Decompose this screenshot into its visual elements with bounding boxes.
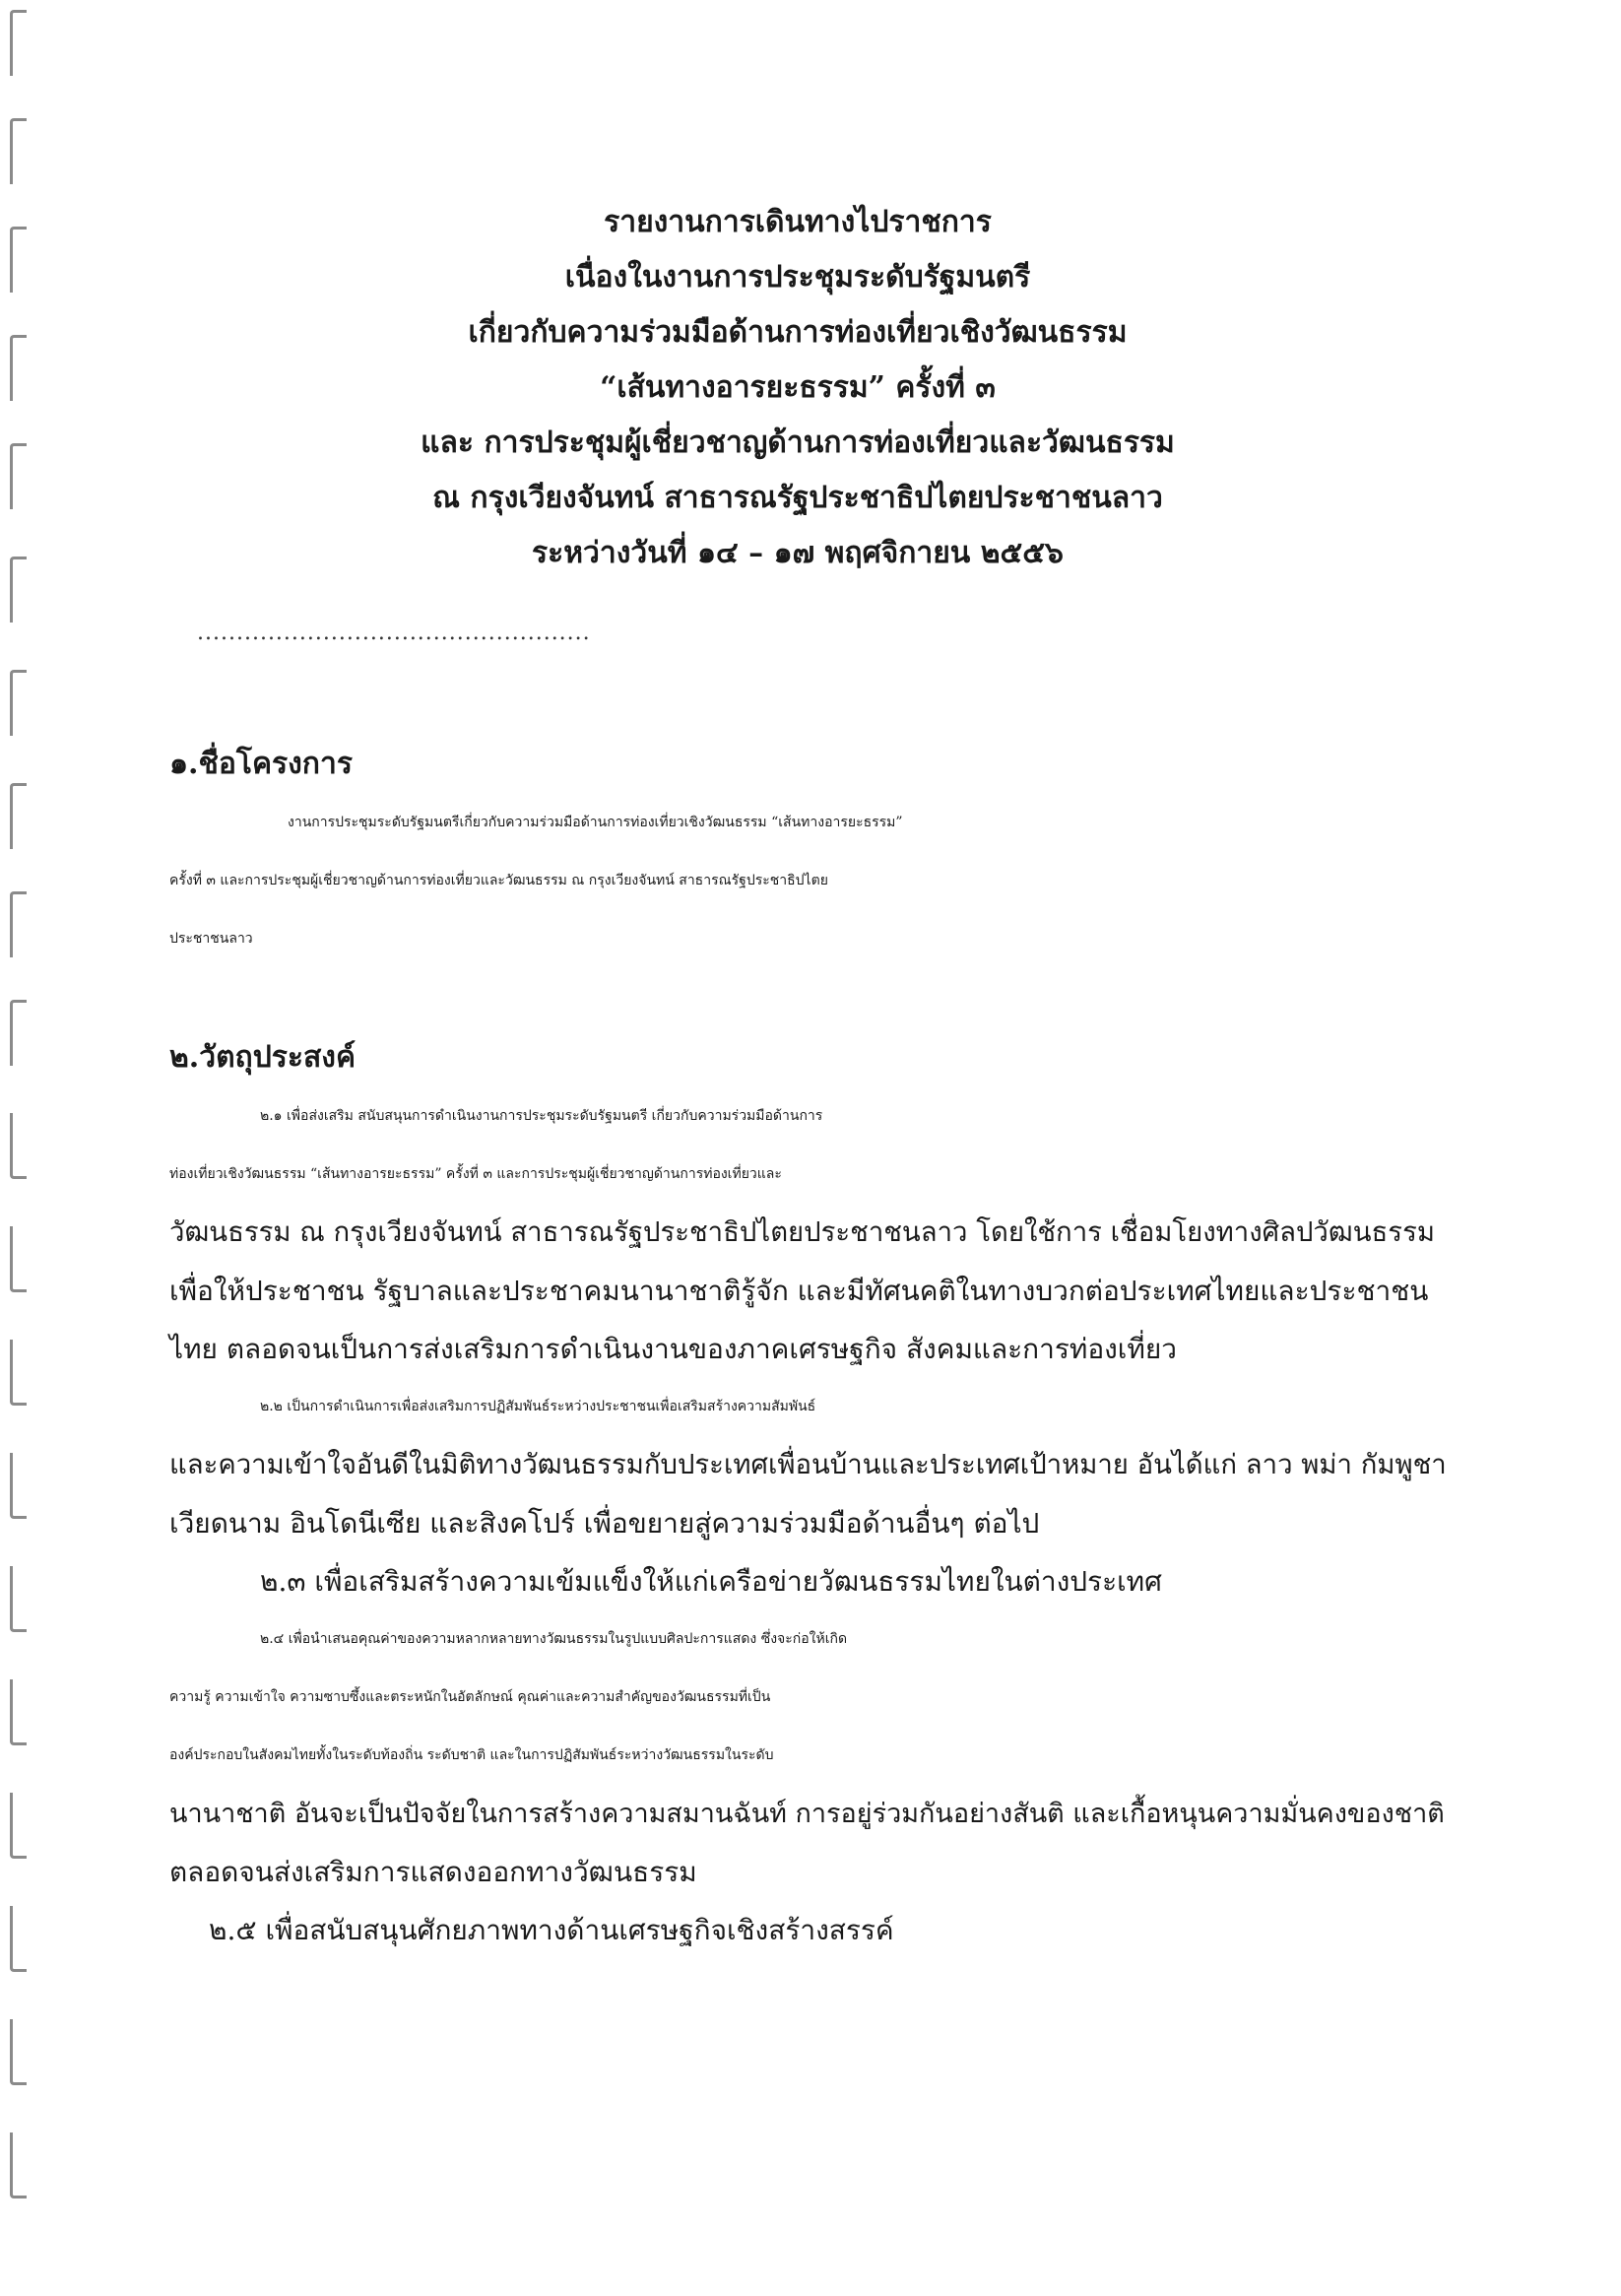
paragraph-line: ประชาชนลาว [169,931,253,947]
paragraph-line: ๒.๑ เพื่อส่งเสริม สนับสนุนการดำเนินงานการประชุมระดับรัฐมนตรี เกี่ยวกับความร่วมมือด้านการ [260,1108,823,1124]
binder-mark [10,891,27,957]
paragraph-line: และความเข้าใจอันดีในมิติทางวัฒนธรรมกับประเทศเพื่อนบ้านและประเทศเป้าหมาย อันได้แก่ ลาว พม่า กัมพูชา [169,1449,1447,1480]
binder-mark [10,1793,27,1859]
binder-mark [10,1226,27,1292]
paragraph-line: ๒.๔ เพื่อนำเสนอคุณค่าของความหลากหลายทางวัฒนธรรมในรูปแบบศิลปะการแสดง ซึ่งจะก่อให้เกิด [260,1631,848,1647]
paragraph-line: วัฒนธรรม ณ กรุงเวียงจันทน์ สาธารณรัฐประชาธิปไตยประชาชนลาว โดยใช้การ เชื่อมโยงทางศิลปวัฒนธรรม [169,1216,1435,1248]
title-line: เนื่องในงานการประชุมระดับรัฐมนตรี [564,260,1031,295]
binder-mark [10,783,27,849]
objective-2-3 [169,1552,1162,1610]
objective-2-2 [169,1378,1447,1552]
paragraph-line: นานาชาติ อันจะเป็นปัจจัยในการสร้างความสมานฉันท์ การอยู่ร่วมกันอย่างสันติ และเกื้อหนุนความมั่นคงของชาติ [169,1799,1445,1829]
title-line: ณ กรุงเวียงจันทน์ สาธารณรัฐประชาธิปไตยประชาชนลาว [432,481,1163,515]
binder-mark [10,1566,27,1632]
paragraph-line: เพื่อให้ประชาชน รัฐบาลและประชาคมนานาชาติรู้จัก และมีทัศนคติในทางบวกต่อประเทศไทยและประชาชน [169,1275,1429,1307]
objective-2-5 [169,1901,894,1959]
paragraph-line: ๒.๒ เป็นการดำเนินการเพื่อส่งเสริมการปฏิสัมพันธ์ระหว่างประชาชนเพื่อเสริมสร้างความสัมพันธ์ [260,1399,816,1414]
binder-mark [10,443,27,509]
section-heading-objectives: ๒.วัตถุประสงค์ [169,1040,357,1075]
objective-2-1 [169,1087,1435,1378]
section-heading-project-name: ๑.ชื่อโครงการ [169,747,353,781]
paragraph-line: งานการประชุมระดับรัฐมนตรีเกี่ยวกับความร่วมมือด้านการท่องเที่ยวเชิงวัฒนธรรม “เส้นทางอารยะธรรม” [288,815,903,830]
title-line: เกี่ยวกับความร่วมมือด้านการท่องเที่ยวเชิงวัฒนธรรม [468,315,1128,350]
paragraph-line: ตลอดจนส่งเสริมการแสดงออกทางวัฒนธรรม [169,1856,697,1888]
title-line: และ การประชุมผู้เชี่ยวชาญด้านการท่องเที่ยวและวัฒนธรรม [421,426,1175,460]
binder-mark [10,1453,27,1519]
paragraph-line: ๒.๕ เพื่อสนับสนุนศักยภาพทางด้านเศรษฐกิจเชิงสร้างสรรค์ [209,1914,894,1946]
binder-mark [10,1679,27,1745]
binder-mark [10,2132,27,2198]
paragraph-line: องค์ประกอบในสังคมไทยทั้งในระดับท้องถิ่น ระดับชาติ และในการปฏิสัมพันธ์ระหว่างวัฒนธรรมในระดับ [169,1747,774,1763]
objective-2-4 [169,1610,1445,1901]
title-line: รายงานการเดินทางไปราชการ [604,205,992,239]
title-line: ระหว่างวันที่ ๑๔ – ๑๗ พฤศจิกายน ๒๕๕๖ [532,536,1064,570]
binder-mark [10,118,27,184]
paragraph-line: ความรู้ ความเข้าใจ ความซาบซึ้งและตระหนักในอัตลักษณ์ คุณค่าและความสำคัญของวัฒนธรรมที่เป็น [169,1689,771,1705]
binder-mark [10,227,27,293]
binder-mark [10,1340,27,1406]
dotted-separator: .................................................. [197,621,591,645]
paragraph-line: ๒.๓ เพื่อเสริมสร้างความเข้มแข็งให้แก่เครือข่ายวัฒนธรรมไทยในต่างประเทศ [260,1565,1162,1598]
paragraph-line: เวียดนาม อินโดนีเซีย และสิงคโปร์ เพื่อขยายสู่ความร่วมมือด้านอื่นๆ ต่อไป [169,1507,1040,1540]
binder-mark [10,557,27,623]
paragraph-line: ท่องเที่ยวเชิงวัฒนธรรม “เส้นทางอารยะธรรม” ครั้งที่ ๓ และการประชุมผู้เชี่ยวชาญด้านการท่องเที่ยวและ [169,1166,782,1182]
binder-mark [10,1113,27,1179]
binder-mark [10,2019,27,2085]
binder-mark [10,1000,27,1066]
binder-mark [10,10,27,76]
report-title [236,195,1359,581]
project-name-paragraph [169,794,1469,968]
binder-mark [10,335,27,401]
binder-mark [10,1906,27,1972]
paragraph-line: ครั้งที่ ๓ และการประชุมผู้เชี่ยวชาญด้านการท่องเที่ยวและวัฒนธรรม ณ กรุงเวียงจันทน์ สาธารณรัฐประชาธิปไตย [169,873,828,888]
title-line: “เส้นทางอารยะธรรม” ครั้งที่ ๓ [600,370,996,405]
binder-mark [10,670,27,736]
binder-holes [10,0,39,2296]
paragraph-line: ไทย ตลอดจนเป็นการส่งเสริมการดำเนินงานของภาคเศรษฐกิจ สังคมและการท่องเที่ยว [169,1333,1177,1365]
